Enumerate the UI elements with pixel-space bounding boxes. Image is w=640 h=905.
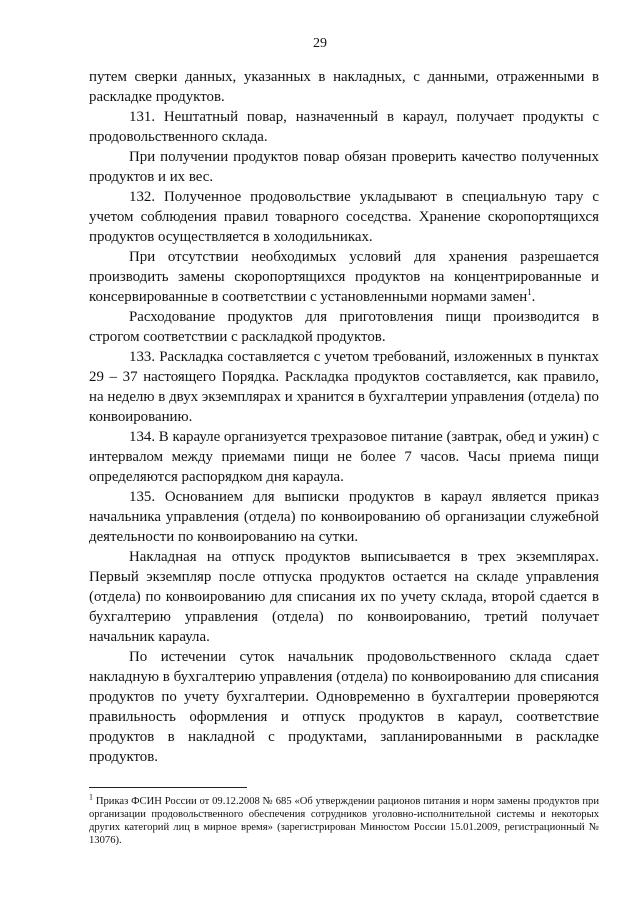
footnote-text: Приказ ФСИН России от 09.12.2008 № 685 «Об утверждении рационов питания и норм замены продуктов при организации продовольственного обеспечения сотрудников уголовно-исполнительной системы и некоторых других категорий лиц в мирное время» (зарегистрирован Минюстом России 15.01.2009, регистрационный № 13076).: [89, 796, 599, 846]
paragraph-continuation: путем сверки данных, указанных в накладных, с данными, отраженными в раскладке продуктов.: [89, 69, 599, 105]
footnote-mark: 1: [89, 792, 93, 802]
paragraph-substitution: [89, 247, 599, 307]
paragraph-132: 132. Полученное продовольствие укладывают в специальную тару с учетом соблюдения правил товарного соседства. Хранение скоропортящихся продуктов осуществляется в холодильниках.: [89, 189, 599, 245]
footnote-divider: [89, 787, 247, 788]
footnote: [89, 792, 599, 847]
paragraph-133: 133. Раскладка составляется с учетом требований, изложенных в пунктах 29 – 37 настоящего Порядка. Раскладка продуктов составляется, как правило, на неделю в двух экземплярах и хранится в бухгалтерии управления (отдела) по конвоированию.: [89, 349, 599, 425]
paragraph-134: 134. В карауле организуется трехразовое питание (завтрак, обед и ужин) с интервалом между приемами пищи не более 7 часов. Часы приема пищи определяются распорядком дня караула.: [89, 429, 599, 485]
paragraph-substitution-tail: .: [531, 289, 536, 305]
paragraph-131: 131. Нештатный повар, назначенный в караул, получает продукты с продовольственного склада.: [89, 109, 599, 145]
paragraph-consumption: Расходование продуктов для приготовления пищи производится в строгом соответствии с раскладкой продуктов.: [89, 309, 599, 345]
paragraph-cook-check: При получении продуктов повар обязан проверить качество полученных продуктов и их вес.: [89, 149, 599, 185]
paragraph-substitution-text: При отсутствии необходимых условий для хранения разрешается производить замены скоропортящихся продуктов на концентрированные и консервированные в соответствии с установленными нормами замен: [89, 249, 599, 305]
footnote-reference: 1: [527, 287, 532, 298]
paragraph-invoice: Накладная на отпуск продуктов выписывается в трех экземплярах. Первый экземпляр после отпуска продуктов остается на складе управления (отдела) по конвоированию для списания их по учету склада, второй сдается в бухгалтерию управления (отдела) по конвоированию, третий получает начальник караула.: [89, 549, 599, 645]
paragraph-135: 135. Основанием для выписки продуктов в караул является приказ начальника управления (отдела) по конвоированию об организации служебной деятельности по конвоированию на сутки.: [89, 489, 599, 545]
page-number: 29: [313, 36, 327, 51]
body-text: [89, 67, 599, 767]
paragraph-accounting: По истечении суток начальник продовольственного склада сдает накладную в бухгалтерию управления (отдела) по конвоированию для списания продуктов по учету бухгалтерии. Одновременно в бухгалтерии проверяются правильность оформления и отпуск продуктов в караул, соответствие продуктов в накладной с продуктами, запланированными в раскладке продуктов.: [89, 649, 599, 765]
